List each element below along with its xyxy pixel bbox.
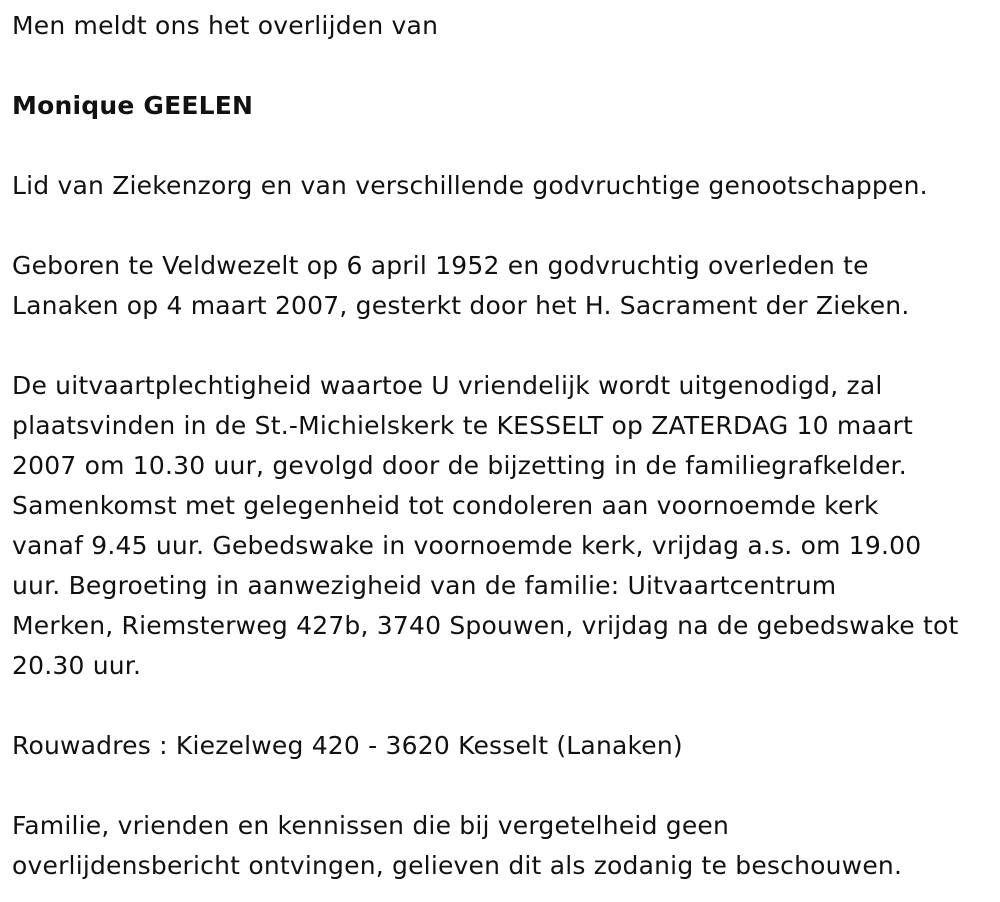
ceremony-paragraph: De uitvaartplechtigheid waartoe U vriendelijk wordt uitgenodigd, zal plaatsvinden in de St.-Michielskerk te KESSELT op ZATERDAG 10 maart 2007 om 10.30 uur, gevolgd door de bijzetting in de familiegrafkelder. Samenkomst met gelegenheid tot condoleren aan voornoemde kerk vanaf 9.45 uur. Gebedswake in voornoemde kerk, vrijdag a.s. om 19.00 uur. Begroeting in aanwezigheid van de familie: Uitvaartcentrum Merken, Riemsterweg 427b, 3740 Spouwen, vrijdag na de gebedswake tot 20.30 uur. [12, 371, 959, 680]
death-notice-document [12, 6, 994, 886]
mourning-address: Rouwadres : Kiezelweg 420 - 3620 Kesselt (Lanaken) [12, 731, 683, 760]
birth-death-paragraph: Geboren te Veldwezelt op 6 april 1952 en godvruchtig overleden te Lanaken op 4 maart 2007, gesterkt door het H. Sacrament der Zieken. [12, 251, 910, 320]
closing-paragraph: Familie, vrienden en kennissen die bij vergetelheid geen overlijdensbericht ontvingen, gelieven dit als zodanig te beschouwen. [12, 811, 903, 880]
intro-line: Men meldt ons het overlijden van [12, 11, 439, 40]
membership-paragraph: Lid van Ziekenzorg en van verschillende godvruchtige genootschappen. [12, 171, 928, 200]
deceased-name: Monique GEELEN [12, 91, 254, 120]
